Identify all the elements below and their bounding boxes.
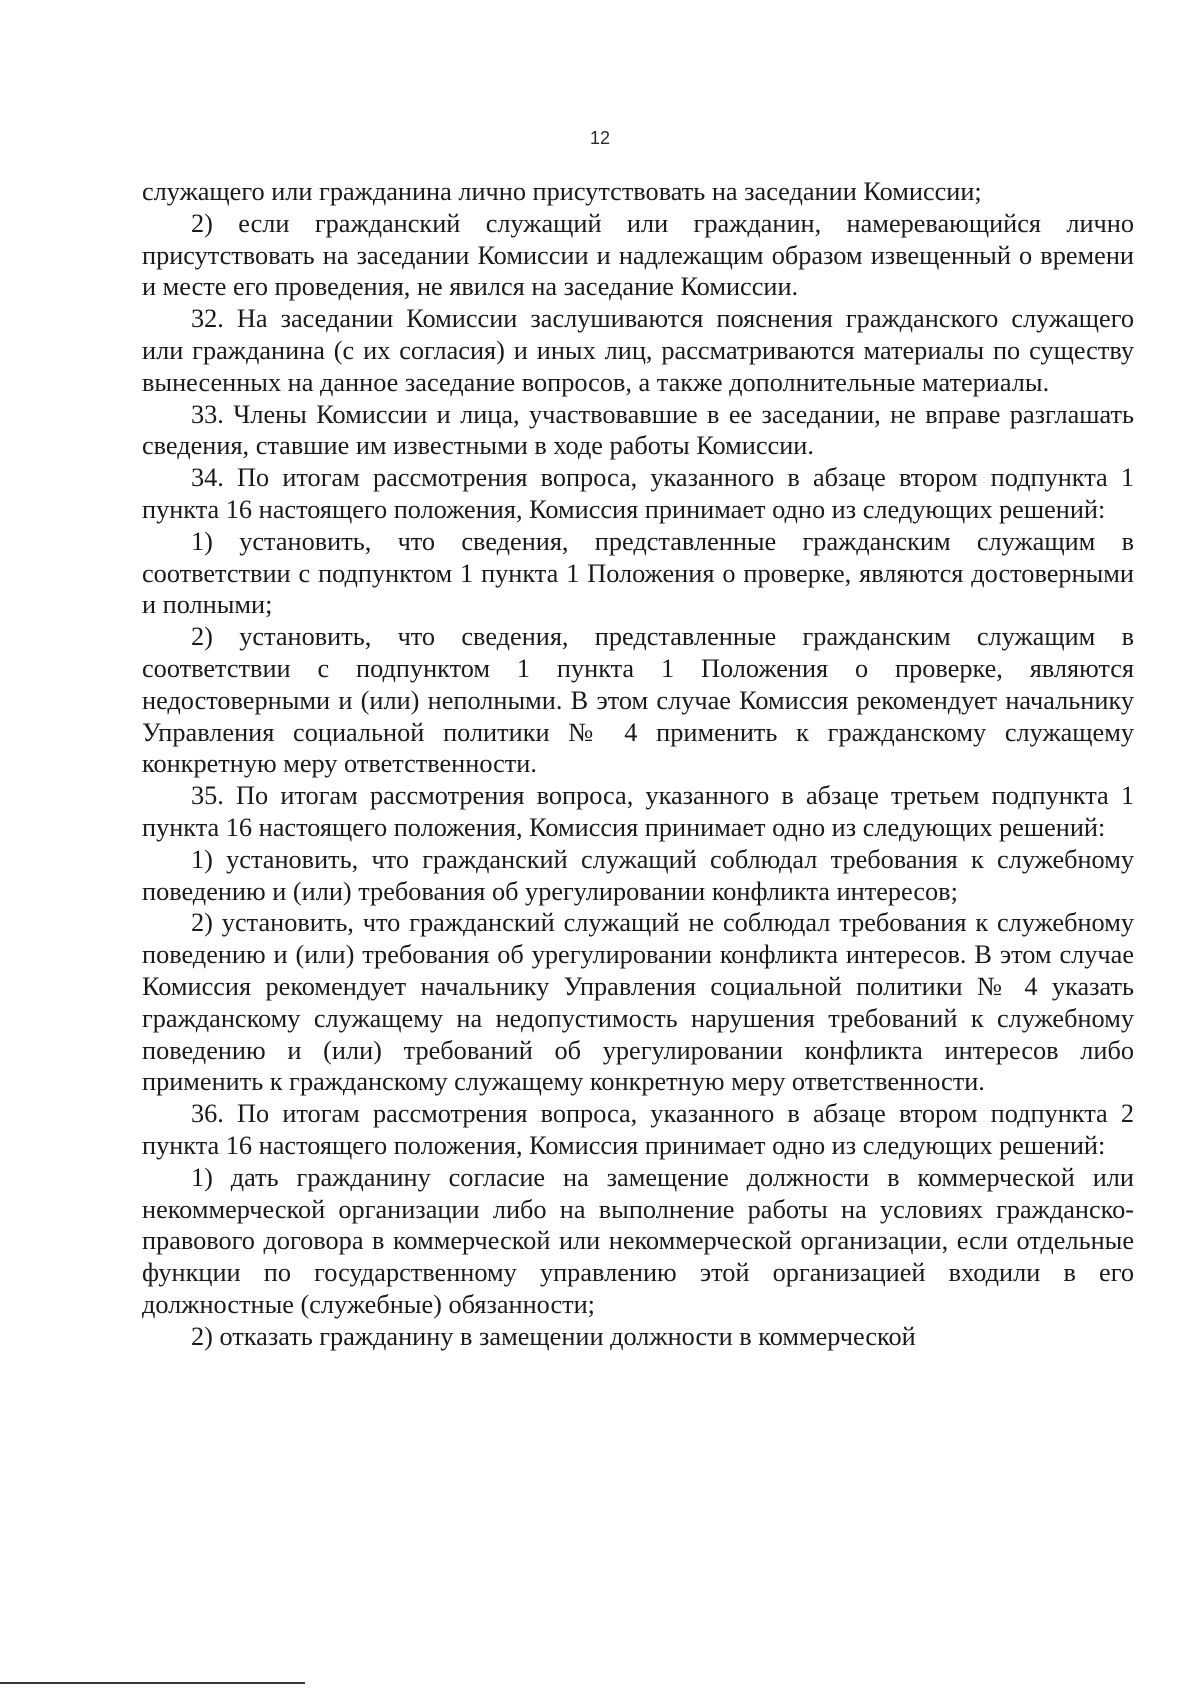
paragraph-33: 33. Члены Комиссии и лица, участвовавшие в ее заседании, не вправе разглашать сведения, ставшие им известными в ходе работы Комиссии. <box>142 399 1134 461</box>
paragraph-36: 36. По итогам рассмотрения вопроса, указанного в абзаце втором подпункта 2 пункта 16 настоящего положения, Комиссия принимает одно из следующих решений: <box>142 1099 1134 1160</box>
paragraph-32: 32. На заседании Комиссии заслушиваются пояснения гражданского служащего или гражданина (с их согласия) и иных лиц, рассматриваются материалы по существу вынесенных на данное заседание вопросов, а также дополнительные материалы. <box>142 304 1134 397</box>
paragraph-35: 35. По итогам рассмотрения вопроса, указанного в абзаце третьем подпункта 1 пункта 16 настоящего положения, Комиссия принимает одно из следующих решений: <box>142 781 1134 842</box>
paragraph-35-item-1: 1) установить, что гражданский служащий соблюдал требования к служебному поведению и (или) требования об урегулировании конфликта интересов; <box>142 844 1134 906</box>
page-number: 12 <box>589 128 611 148</box>
paragraph-continuation: служащего или гражданина лично присутствовать на заседании Комиссии; <box>142 177 982 206</box>
document-body <box>142 176 1134 1352</box>
paragraph-36-item-2: 2) отказать гражданину в замещении должности в коммерческой <box>191 1321 916 1351</box>
paragraph-31-item-2: 2) если гражданский служащий или гражданин, намеревающийся лично присутствовать на заседании Комиссии и надлежащим образом извещенный о времени и месте его проведения, не явился на заседание Комиссии. <box>142 208 1134 302</box>
footer-rule <box>0 1682 305 1684</box>
paragraph-34-item-2: 2) установить, что сведения, представленные гражданским служащим в соответствии с подпунктом 1 пункта 1 Положения о проверке, являются недостоверными и (или) неполными. В этом случае Комиссия рекомендует начальнику Управления социальной политики № 4 применить к гражданскому служащему конкретную меру ответственности. <box>142 622 1134 779</box>
paragraph-35-item-2: 2) установить, что гражданский служащий не соблюдал требования к служебному поведению и (или) требования об урегулировании конфликта интересов. В этом случае Комиссия рекомендует начальнику Управления социальной политики № 4 указать гражданскому служащему на недопустимость нарушения требований к служебному поведению и (или) требований об урегулировании конфликта интересов либо применить к гражданскому служащему конкретную меру ответственности. <box>142 908 1134 1097</box>
paragraph-34: 34. По итогам рассмотрения вопроса, указанного в абзаце втором подпункта 1 пункта 16 настоящего положения, Комиссия принимает одно из следующих решений: <box>142 463 1134 524</box>
paragraph-36-item-1: 1) дать гражданину согласие на замещение должности в коммерческой или некоммерческой организации либо на выполнение работы на условиях гражданско-правового договора в коммерческой или некоммерческой организации, если отдельные функции по государственному управлению этой организацией входили в его должностные (служебные) обязанности; <box>142 1162 1134 1319</box>
paragraph-34-item-1: 1) установить, что сведения, представленные гражданским служащим в соответствии с подпунктом 1 пункта 1 Положения о проверке, являются достоверными и полными; <box>142 526 1134 620</box>
